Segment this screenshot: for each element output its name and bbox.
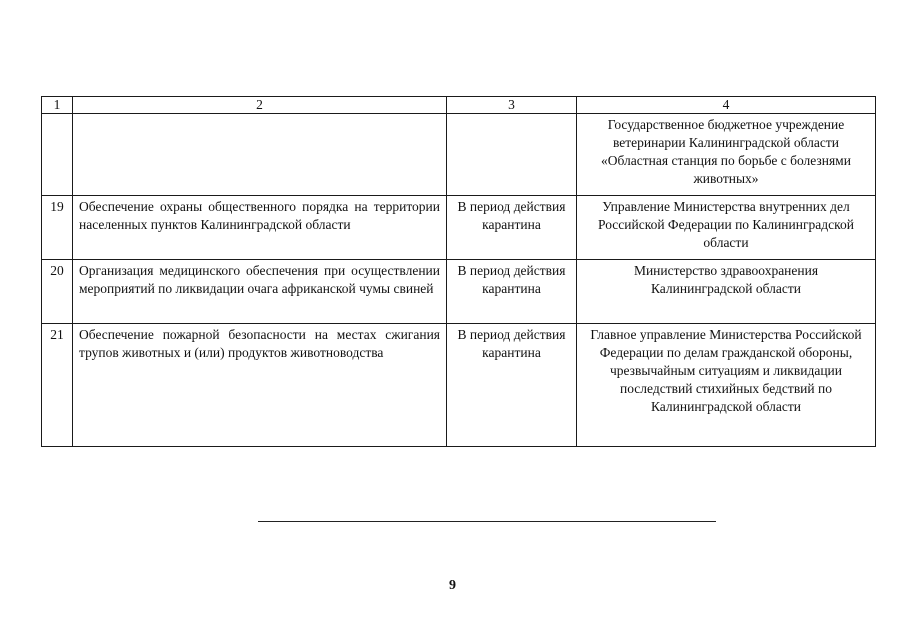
table-row [42, 114, 876, 196]
measures-table [41, 96, 876, 447]
term-line: карантина [482, 217, 541, 232]
measure-term [447, 324, 577, 447]
table-header-row [42, 97, 876, 114]
responsible-executor [577, 196, 876, 260]
measure-description: Обеспечение охраны общественного порядка на территории населенных пунктов Калининградской области [73, 196, 447, 260]
executor-line: Управление Министерства внутренних дел [602, 199, 850, 214]
table-row [42, 260, 876, 324]
responsible-executor [577, 114, 876, 196]
term-line: карантина [482, 345, 541, 360]
executor-line: гражданской обороны, чрезвычайным [609, 345, 853, 378]
signature-divider-line [258, 521, 716, 522]
page-number: 9 [449, 578, 456, 593]
measure-description: Обеспечение пожарной безопасности на местах сжигания трупов животных и (или) продуктов животноводства [73, 324, 447, 447]
term-line: В период [457, 327, 511, 342]
row-number: 20 [42, 260, 73, 324]
executor-line: Главное управление Министерства [590, 327, 792, 342]
measure-term [447, 114, 577, 196]
table-row [42, 196, 876, 260]
term-line: карантина [482, 281, 541, 296]
measure-term [447, 196, 577, 260]
executor-line: ветеринарии Калининградской области [612, 135, 839, 150]
term-line: действия [513, 263, 566, 278]
executor-line: «Областная станция по борьбе [601, 153, 778, 168]
executor-line: Министерство здравоохранения [633, 263, 819, 278]
table-row [42, 324, 876, 447]
header-col-4: 4 [577, 97, 876, 114]
row-number: 19 [42, 196, 73, 260]
term-line: В период [457, 263, 511, 278]
executor-line: Российской Федерации [598, 217, 732, 232]
responsible-executor [577, 260, 876, 324]
measure-term [447, 260, 577, 324]
executor-line: по Калининградской области [703, 217, 854, 250]
header-col-2: 2 [73, 97, 447, 114]
executor-line: Государственное бюджетное учреждение [607, 117, 845, 132]
executor-line: ситуациям и ликвидации последствий [620, 363, 843, 396]
row-number: 21 [42, 324, 73, 447]
row-number [42, 114, 73, 196]
term-line: В период [457, 199, 511, 214]
responsible-executor [577, 324, 876, 447]
executor-line: по Калининградской области [650, 381, 832, 414]
term-line: действия [513, 327, 566, 342]
header-col-3: 3 [447, 97, 577, 114]
header-col-1: 1 [42, 97, 73, 114]
term-line: действия [513, 199, 566, 214]
measure-description: Организация медицинского обеспечения при осуществлении мероприятий по ликвидации очага африканской чумы свиней [73, 260, 447, 324]
executor-line: стихийных бедствий [695, 381, 815, 396]
executor-line: Российской Федерации по делам [599, 327, 862, 360]
measure-description [73, 114, 447, 196]
executor-line: с болезнями животных» [693, 153, 851, 186]
executor-line: Калининградской области [650, 281, 802, 296]
